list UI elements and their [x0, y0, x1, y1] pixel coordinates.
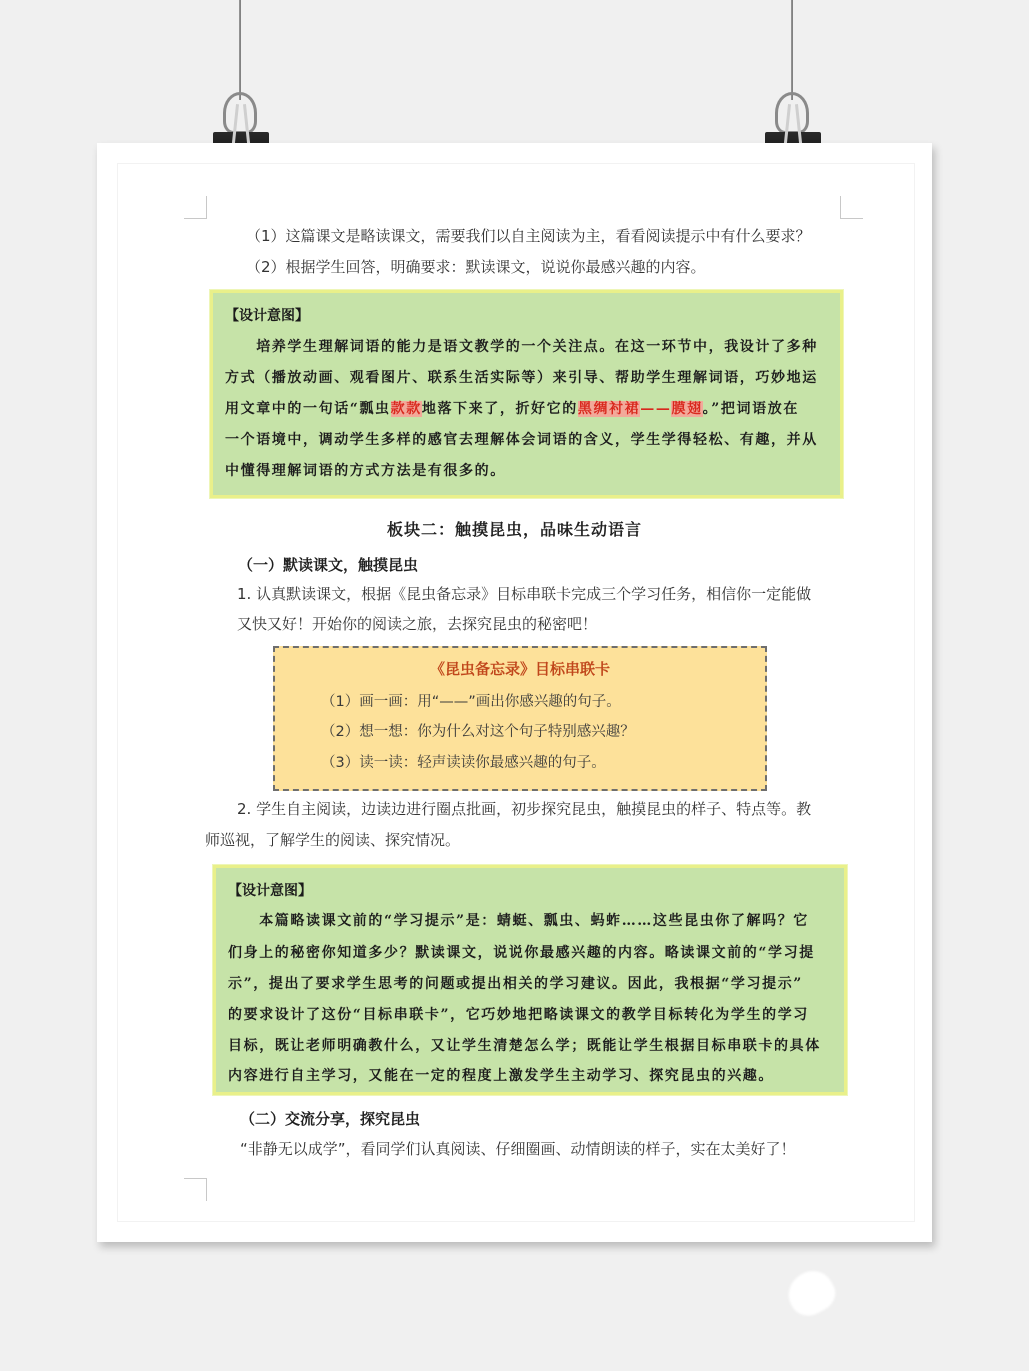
design-intent-line: 示”，提出了要求学生思考的问题或提出相关的学习建议。因此，我根据“学习提示” [228, 976, 803, 992]
hanging-string-right [791, 0, 793, 100]
design-intent-box-1 [210, 290, 843, 498]
part-one-title: （一）默读课文，触摸昆虫 [238, 556, 419, 574]
design-intent-line: 培养学生理解词语的能力是语文教学的一个关注点。在这一环节中，我设计了多种 [225, 339, 818, 355]
crop-mark-top-right [840, 196, 863, 219]
part-two-title: （二）交流分享，探究昆虫 [240, 1110, 421, 1128]
part-one-item-2-line-1: 2. 学生自主阅读，边读边进行圈点批画，初步探究昆虫，触摸昆虫的样子、特点等。教 [237, 800, 812, 818]
intro-item-2: （2）根据学生回答，明确要求：默读课文，说说你最感兴趣的内容。 [246, 258, 706, 276]
design-intent-quote-line [225, 398, 828, 418]
part-one-item-2-line-2: 师巡视，了解学生的阅读、探究情况。 [205, 831, 461, 849]
part-one-item-1-line-1: 1. 认真默读课文，根据《昆虫备忘录》目标串联卡完成三个学习任务，相信你一定能做 [237, 585, 812, 603]
card-title: 《昆虫备忘录》目标串联卡 [429, 660, 610, 678]
design-intent-header: 【设计意图】 [228, 883, 312, 899]
design-intent-line: 中懂得理解词语的方式方法是有很多的。 [225, 463, 506, 479]
decorative-blob [781, 1263, 842, 1322]
target-link-card [273, 646, 767, 791]
design-intent-line: 目标，既让老师明确教什么，又让学生清楚怎么学；既能让学生根据目标串联卡的具体 [228, 1038, 821, 1054]
design-intent-line: 的要求设计了这份“目标串联卡”，它巧妙地把略读课文的教学目标转化为学生的学习 [228, 1007, 809, 1023]
quote-text: 地落下来了，折好它的 [421, 401, 578, 417]
section-title: 板块二：触摸昆虫，品味生动语言 [386, 520, 642, 539]
design-intent-line: 内容进行自主学习，又能在一定的程度上激发学生主动学习、探究昆虫的兴趣。 [228, 1068, 774, 1084]
part-one-item-1-line-2: 又快又好！开始你的阅读之旅，去探究昆虫的秘密吧！ [237, 615, 598, 633]
card-item: （1）画一画：用“——”画出你感兴趣的句子。 [321, 694, 621, 710]
quote-text: 用文章中的一句话“瓢虫 [225, 401, 391, 417]
design-intent-line: 一个语境中，调动学生多样的感官去理解体会词语的含义，学生学得轻松、有趣，并从 [225, 432, 818, 448]
design-intent-header: 【设计意图】 [225, 308, 309, 324]
design-intent-line: 方式（播放动画、观看图片、联系生活实际等）来引导、帮助学生理解词语，巧妙地运 [225, 370, 818, 386]
design-intent-line: 们身上的秘密你知道多少？默读课文，说说你最感兴趣的内容。略读课文前的“学习提 [228, 945, 815, 961]
hanging-string-left [239, 0, 241, 100]
quote-text: —— [640, 401, 672, 417]
design-intent-line: 本篇略读课文前的“学习提示”是：蜻蜓、瓢虫、蚂蚱……这些昆虫你了解吗？它 [228, 913, 809, 929]
highlight-word: 膜翅 [671, 401, 703, 417]
quote-text: 。”把词语放在 [702, 401, 799, 417]
crop-mark-top-left [184, 196, 207, 219]
card-item: （3）读一读：轻声读读你最感兴趣的句子。 [321, 755, 606, 771]
highlight-word: 黑绸衬裙 [577, 401, 641, 417]
crop-mark-bottom-left [184, 1178, 207, 1201]
part-two-line: “非静无以成学”，看同学们认真阅读、仔细圈画、动情朗读的样子，实在太美好了！ [240, 1140, 796, 1158]
card-item: （2）想一想：你为什么对这个句子特别感兴趣？ [321, 724, 635, 740]
highlight-word: 款款 [390, 401, 422, 417]
design-intent-box-2 [213, 865, 847, 1095]
intro-item-1: （1）这篇课文是略读课文，需要我们以自主阅读为主，看看阅读提示中有什么要求？ [246, 227, 811, 245]
